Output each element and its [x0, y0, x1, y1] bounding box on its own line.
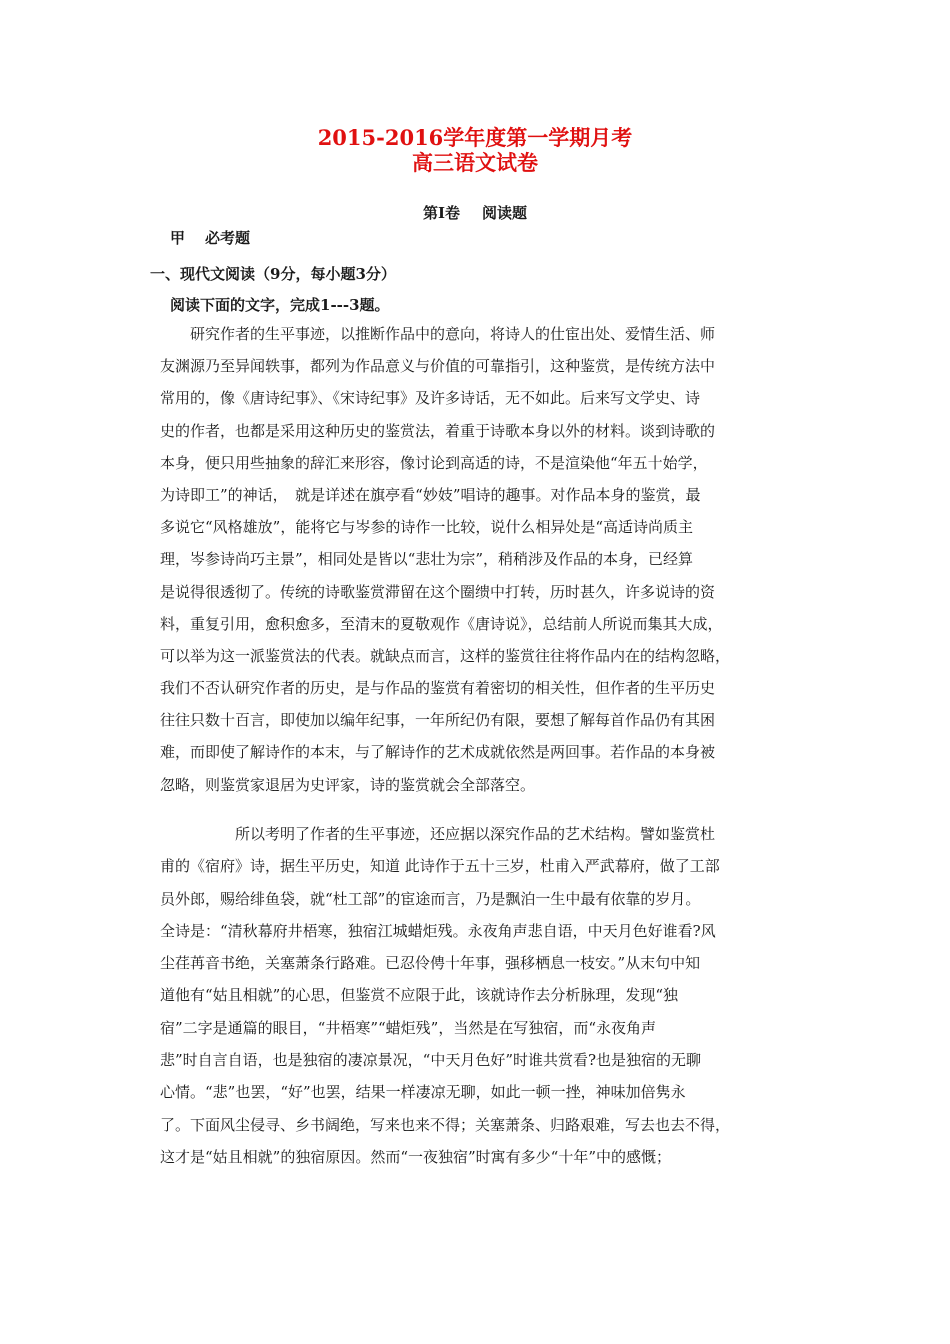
passage-paragraph-2 [160, 818, 800, 1173]
passage-line: 难，而即使了解诗作的本末，与了解诗作的艺术成就依然是两回事。若作品的本身被 [160, 743, 716, 762]
passage-line: 往往只数十百言，即使加以编年纪事，一年所纪仍有限，要想了解每首作品仍有其困 [160, 711, 716, 730]
passage-line: 常用的，像《唐诗纪事》、《宋诗纪事》及许多诗话，无不如此。后来写文学史、诗 [160, 389, 701, 408]
passage-line: 我们不否认研究作者的历史，是与作品的鉴赏有着密切的相关性，但作者的生平历史 [160, 679, 716, 698]
exam-subtitle: 高三语文试卷 [412, 150, 538, 175]
subsection-name: 必考题 [205, 229, 251, 247]
subsection-heading [170, 228, 250, 248]
passage-line: 料，重复引用，愈积愈多，至清末的夏敬观作《唐诗说》，总结前人所说而集其大成， [160, 614, 723, 633]
passage-line: 悲”时自言自语，也是独宿的凄凉景况，“中天月色好”时谁共赏看?也是独宿的无聊 [160, 1051, 702, 1070]
passage-line: 员外郎，赐给绯鱼袋，就“杜工部”的宦途而言，乃是飘泊一生中最有依靠的岁月。 [160, 889, 701, 908]
passage-line: 这才是“姑且相就”的独宿原因。然而“一夜独宿”时寓有多少“十年”中的感慨； [160, 1147, 672, 1166]
passage-line: 忽略，则鉴赏家退居为史评家，诗的鉴赏就会全部落空。 [160, 775, 536, 794]
section-heading [0, 203, 950, 223]
passage-line: 心情。“悲”也罢，“好”也罢，结果一样凄凉无聊，如此一顿一挫，神味加倍隽永 [160, 1083, 686, 1102]
passage-line: 多说它“风格雄放”，能将它与岑参的诗作一比较，说什么相异处是“高适诗尚质主 [160, 518, 694, 537]
passage-line: 友渊源乃至异闻轶事，都列为作品意义与价值的可靠指引，这种鉴赏，是传统方法中 [160, 357, 716, 376]
section-part: 第Ⅰ卷 [422, 204, 460, 222]
passage-line: 甫的《宿府》诗，据生平历史，知道 此诗作于五十三岁，杜甫入严武幕府，做了工部 [160, 857, 720, 876]
exam-title: 2015-2016学年度第一学期月考 [317, 125, 633, 150]
subsection-label: 甲 [170, 229, 186, 247]
reading-instruction: 阅读下面的文字，完成1---3题。 [170, 296, 390, 314]
passage-line: 道他有“姑且相就”的心思，但鉴赏不应限于此，该就诗作去分析脉理，发现“独 [160, 986, 679, 1005]
section-name: 阅读题 [482, 204, 528, 222]
passage-line: 是说得很透彻了。传统的诗歌鉴赏滞留在这个圈缋中打转，历时甚久，许多说诗的资 [160, 582, 716, 601]
passage-line: 可以举为这一派鉴赏法的代表。就缺点而言，这样的鉴赏往往将作品内在的结构忽略， [160, 646, 731, 665]
question-heading: 一、现代文阅读（9分，每小题3分） [150, 265, 396, 283]
passage-line: 宿”二字是通篇的眼目，“井梧寒”“蜡炬残”，当然是在写独宿，而“永夜角声 [160, 1018, 657, 1037]
passage-line: 本身，便只用些抽象的辞汇来形容，像讨论到高适的诗，不是渲染他“年五十始学， [160, 453, 708, 472]
passage-line: 了。下面风尘侵寻、乡书阔绝，写来也来不得；关塞萧条、归路艰难，写去也去不得， [160, 1115, 731, 1134]
passage-line: 研究作者的生平事迹，以推断作品中的意向，将诗人的仕宦出处、爱情生活、师 [160, 325, 716, 343]
passage-line: 史的作者，也都是采用这种历史的鉴赏法，着重于诗歌本身以外的材料。谈到诗歌的 [160, 421, 716, 440]
passage-line: 尘荏苒音书绝，关塞萧条行路难。已忍伶俜十年事，强移栖息一枝安。”从末句中知 [160, 954, 701, 973]
passage-line: 理，岑参诗尚巧主景”，相同处是皆以“悲壮为宗”，稍稍涉及作品的本身，已经算 [160, 550, 694, 569]
passage-paragraph-1 [160, 318, 800, 801]
passage-line: 所以考明了作者的生平事迹，还应据以深究作品的艺术结构。譬如鉴赏杜 [160, 825, 716, 843]
passage-line: 为诗即工”的神话， 就是详述在旗亭看“妙妓”唱诗的趣事。对作品本身的鉴赏，最 [160, 485, 701, 504]
passage-line: 全诗是：“清秋幕府井梧寒，独宿江城蜡炬残。永夜角声悲自语，中天月色好谁看?风 [160, 921, 716, 940]
